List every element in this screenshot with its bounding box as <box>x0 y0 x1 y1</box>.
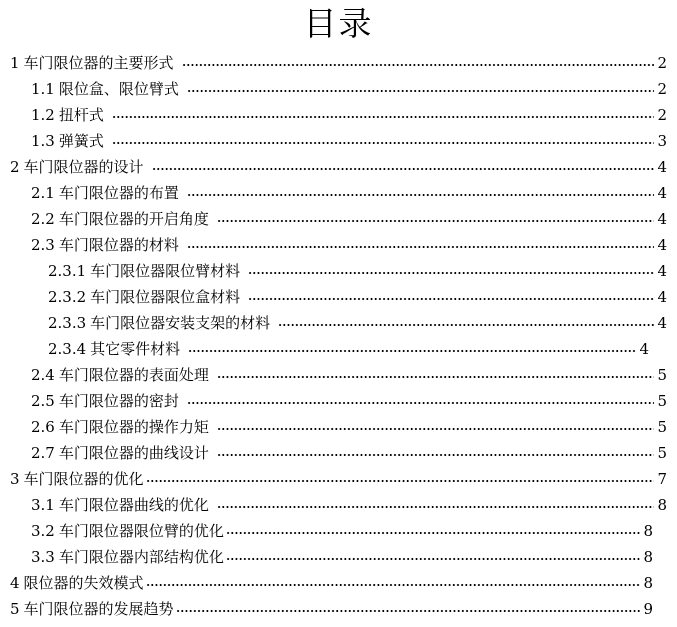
entry-number: 2.3.4 <box>48 340 87 358</box>
toc-entry[interactable] <box>0 103 667 127</box>
toc-entry[interactable] <box>0 207 667 231</box>
toc-entry[interactable] <box>0 259 667 283</box>
entry-text: 车门限位器的主要形式 <box>23 54 174 72</box>
dot-leader <box>217 506 655 508</box>
entry-label <box>10 469 144 489</box>
entry-label <box>10 53 174 73</box>
dot-leader <box>187 90 655 92</box>
entry-text: 限位盒、限位臂式 <box>58 80 179 98</box>
page-number: 4 <box>657 158 667 176</box>
entry-number: 1.3 <box>31 132 55 150</box>
toc-entry[interactable] <box>0 363 667 387</box>
page-number: 5 <box>657 366 667 384</box>
entry-number: 3.3 <box>31 548 55 566</box>
entry-number: 1.2 <box>31 106 55 124</box>
page-number: 4 <box>657 288 667 306</box>
dot-leader <box>187 246 655 248</box>
page-number: 4 <box>657 262 667 280</box>
dot-leader <box>152 168 655 170</box>
toc-entry[interactable] <box>0 181 667 205</box>
entry-number: 2.2 <box>31 210 55 228</box>
entry-number: 1 <box>10 54 20 72</box>
entry-label <box>31 209 209 229</box>
entry-label <box>10 599 174 619</box>
entry-label <box>31 521 224 541</box>
entry-label <box>31 79 179 99</box>
entry-number: 4 <box>10 574 20 592</box>
page-number: 8 <box>657 496 667 514</box>
page-number: 7 <box>657 470 667 488</box>
entry-text: 车门限位器内部结构优化 <box>58 548 224 566</box>
entry-number: 2.3.3 <box>48 314 87 332</box>
dot-leader <box>278 324 654 326</box>
dot-leader <box>146 584 641 586</box>
entry-text: 车门限位器曲线的优化 <box>58 496 209 514</box>
entry-text: 车门限位器的优化 <box>23 470 144 488</box>
toc-entry[interactable] <box>0 285 667 309</box>
entry-text: 限位器的失效模式 <box>23 574 144 592</box>
entry-number: 5 <box>10 600 20 618</box>
page-number: 2 <box>657 106 667 124</box>
entry-number: 1.1 <box>31 80 55 98</box>
page-number: 2 <box>657 54 667 72</box>
dot-leader <box>176 610 641 612</box>
entry-text: 车门限位器的材料 <box>58 236 179 254</box>
entry-text: 车门限位器的曲线设计 <box>58 444 209 462</box>
dot-leader <box>248 272 654 274</box>
entry-number: 2.3.1 <box>48 262 87 280</box>
entry-text: 车门限位器的开启角度 <box>58 210 209 228</box>
entry-label <box>31 391 179 411</box>
entry-number: 2.4 <box>31 366 55 384</box>
toc-entry[interactable] <box>0 389 667 413</box>
toc-entry[interactable] <box>0 51 667 75</box>
page-number: 4 <box>657 236 667 254</box>
page-number: 4 <box>657 210 667 228</box>
dot-leader <box>146 480 655 482</box>
page-number: 4 <box>639 340 649 358</box>
page-number: 8 <box>643 574 653 592</box>
entry-number: 2.1 <box>31 184 55 202</box>
toc-title: 目录 <box>303 4 374 43</box>
toc-entry[interactable] <box>0 545 653 569</box>
entry-label <box>31 365 209 385</box>
toc-entry[interactable] <box>0 571 653 595</box>
entry-label <box>48 339 180 359</box>
entry-number: 3.1 <box>31 496 55 514</box>
toc-entry[interactable] <box>0 311 667 335</box>
dot-leader <box>226 558 641 560</box>
entry-label <box>10 573 144 593</box>
dot-leader <box>217 428 655 430</box>
dot-leader <box>248 298 654 300</box>
page-number: 5 <box>657 392 667 410</box>
entry-text: 车门限位器限位臂的优化 <box>58 522 224 540</box>
page-number: 8 <box>643 548 653 566</box>
toc-entry[interactable] <box>0 597 653 621</box>
entry-text: 车门限位器的表面处理 <box>58 366 209 384</box>
toc-entry[interactable] <box>0 493 667 517</box>
toc-entry[interactable] <box>0 155 667 179</box>
entry-number: 3 <box>10 470 20 488</box>
toc-entry[interactable] <box>0 233 667 257</box>
entry-label <box>31 443 209 463</box>
entry-label <box>48 261 240 281</box>
toc-entry[interactable] <box>0 467 667 491</box>
entry-number: 2.3 <box>31 236 55 254</box>
page-number: 5 <box>657 444 667 462</box>
page-number: 5 <box>657 418 667 436</box>
entry-text: 车门限位器的设计 <box>23 158 144 176</box>
toc-entry[interactable] <box>0 415 667 439</box>
entry-number: 2.3.2 <box>48 288 87 306</box>
entry-label <box>48 313 270 333</box>
page-number: 4 <box>657 184 667 202</box>
page-number: 2 <box>657 80 667 98</box>
entry-label <box>31 495 209 515</box>
entry-label <box>31 547 224 567</box>
toc-entry[interactable] <box>0 519 653 543</box>
entry-number: 2.5 <box>31 392 55 410</box>
entry-number: 2 <box>10 158 20 176</box>
dot-leader <box>112 116 655 118</box>
dot-leader <box>217 454 655 456</box>
dot-leader <box>112 142 655 144</box>
dot-leader <box>226 532 641 534</box>
page-number: 4 <box>657 314 667 332</box>
toc-entry[interactable] <box>0 441 667 465</box>
entry-label <box>31 183 179 203</box>
entry-number: 2.6 <box>31 418 55 436</box>
dot-leader <box>188 350 636 352</box>
entry-text: 车门限位器的操作力矩 <box>58 418 209 436</box>
entry-text: 其它零件材料 <box>90 340 181 358</box>
toc-entry[interactable] <box>0 77 667 101</box>
entry-text: 车门限位器的布置 <box>58 184 179 202</box>
entry-text: 车门限位器的发展趋势 <box>23 600 174 618</box>
entry-label <box>31 417 209 437</box>
entry-number: 3.2 <box>31 522 55 540</box>
toc-entry[interactable] <box>0 337 649 361</box>
dot-leader <box>182 64 655 66</box>
entry-text: 扭杆式 <box>58 106 104 124</box>
toc-entry[interactable] <box>0 129 667 153</box>
entry-text: 车门限位器限位臂材料 <box>90 262 241 280</box>
dot-leader <box>217 376 655 378</box>
entry-text: 车门限位器限位盒材料 <box>90 288 241 306</box>
entry-label <box>31 235 179 255</box>
entry-label <box>31 105 104 125</box>
entry-label <box>10 157 144 177</box>
dot-leader <box>187 402 655 404</box>
dot-leader <box>187 194 655 196</box>
entry-text: 车门限位器的密封 <box>58 392 179 410</box>
page-number: 9 <box>643 600 653 618</box>
entry-label <box>31 131 104 151</box>
entry-text: 车门限位器安装支架的材料 <box>90 314 271 332</box>
entry-number: 2.7 <box>31 444 55 462</box>
entry-label <box>48 287 240 307</box>
page-number: 8 <box>643 522 653 540</box>
entry-text: 弹簧式 <box>58 132 104 150</box>
dot-leader <box>217 220 655 222</box>
page-number: 3 <box>657 132 667 150</box>
